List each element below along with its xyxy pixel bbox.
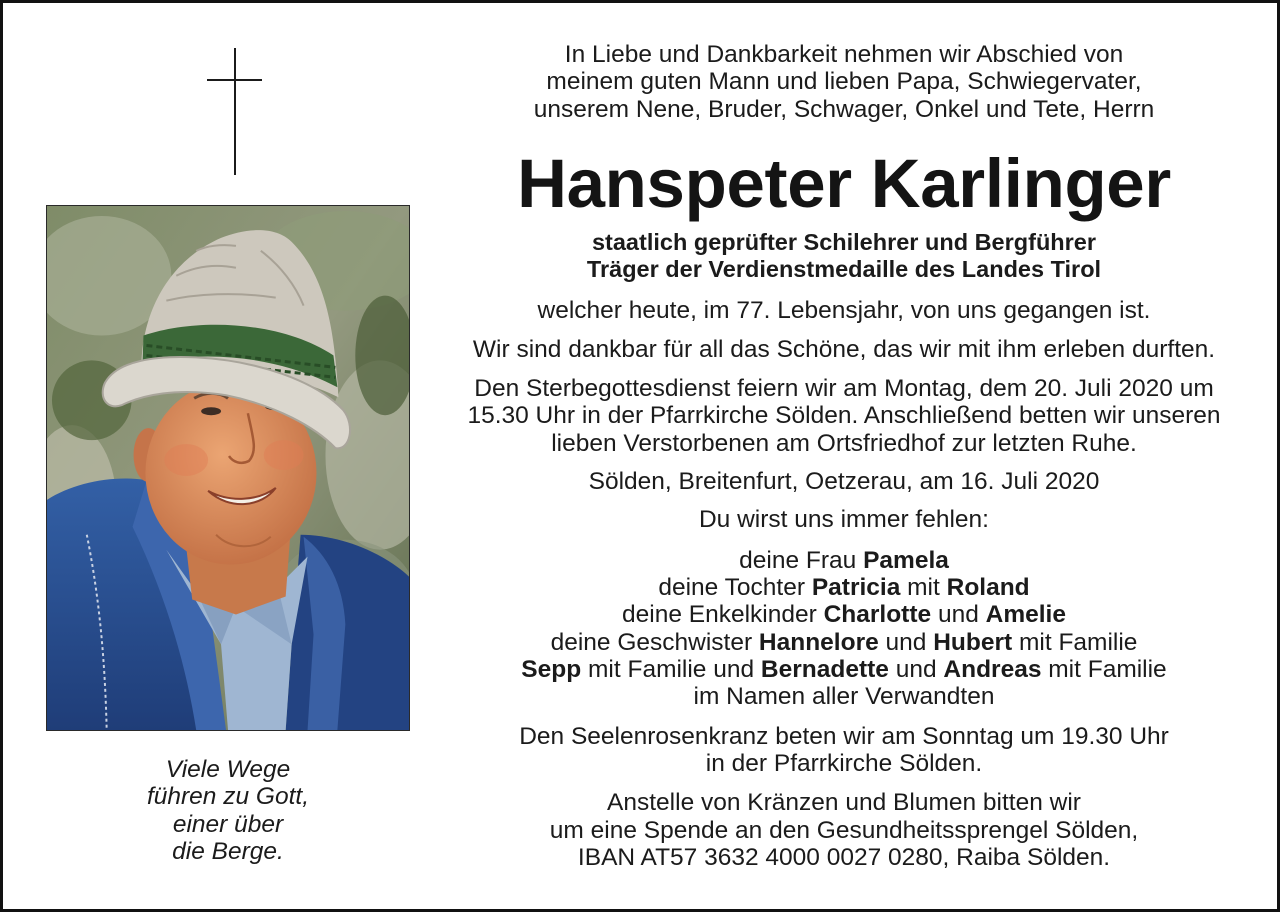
- caption-line: Viele Wege: [165, 756, 291, 783]
- mourner-text: und: [878, 628, 934, 656]
- donation-line: Anstelle von Kränzen und Blumen bitten wir: [607, 789, 1081, 816]
- donation-text: [440, 789, 1248, 872]
- mourner-name: Amelie: [985, 601, 1066, 629]
- mourner-line: [440, 629, 1248, 656]
- mourner-text: mit Familie: [1012, 628, 1138, 656]
- cross-vertical-bar: [234, 48, 236, 175]
- mourner-text: deine Frau: [739, 547, 864, 574]
- mourner-text: deine Tochter: [658, 574, 812, 602]
- mourner-text: mit Familie: [1041, 655, 1167, 683]
- mourner-name: Bernadette: [760, 655, 889, 683]
- title-line: Träger der Verdienstmedaille des Landes Tirol: [586, 256, 1102, 282]
- intro-line: meinem guten Mann und lieben Papa, Schwiegervater,: [546, 68, 1142, 96]
- mourner-name: Patricia: [811, 574, 901, 602]
- rosary-line: Den Seelenrosenkranz beten wir am Sonntag um 19.30 Uhr: [519, 723, 1169, 750]
- deceased-titles: [440, 229, 1248, 283]
- mourner-text: und: [931, 601, 986, 629]
- funeral-line: lieben Verstorbenen am Ortsfriedhof zur letzten Ruhe.: [551, 429, 1137, 457]
- mourner-text: im Namen aller Verwandten: [693, 683, 995, 711]
- funeral-line: Den Sterbegottesdienst feiern wir am Montag, dem 20. Juli 2020 um: [474, 375, 1214, 402]
- donation-line: IBAN AT57 3632 4000 0027 0280, Raiba Sölden.: [577, 844, 1111, 871]
- mourner-text: deine Enkelkinder: [622, 601, 824, 629]
- mourner-line: [440, 574, 1248, 601]
- funeral-line: 15.30 Uhr in der Pfarrkirche Sölden. Anschließend betten wir unseren: [467, 402, 1221, 430]
- mourner-name: Andreas: [943, 655, 1042, 683]
- mourner-text: mit: [900, 574, 947, 602]
- left-eye: [201, 407, 221, 415]
- mourner-text: deine Geschwister: [550, 628, 759, 656]
- portrait-image: [47, 206, 409, 730]
- rosary-line: in der Pfarrkirche Sölden.: [705, 750, 983, 778]
- mourner-text: und: [888, 655, 944, 683]
- mourner-name: Charlotte: [823, 601, 932, 629]
- title-line: staatlich geprüfter Schilehrer und Bergführer: [591, 229, 1097, 255]
- intro-line: unserem Nene, Bruder, Schwager, Onkel und Tete, Herrn: [533, 95, 1155, 123]
- caption-line: führen zu Gott,: [146, 783, 310, 811]
- missing-text: Du wirst uns immer fehlen:: [698, 506, 989, 533]
- intro-text: [440, 41, 1248, 123]
- caption-line: die Berge.: [172, 837, 284, 865]
- mourner-name: Roland: [946, 574, 1030, 602]
- passing-text: welcher heute, im 77. Lebensjahr, von uns gegangen ist.: [537, 297, 1151, 324]
- funeral-service-text: [440, 375, 1248, 457]
- mourner-line: [440, 656, 1248, 683]
- donation-line: um eine Spende an den Gesundheitssprengel Sölden,: [549, 816, 1139, 844]
- mourner-line: [440, 683, 1248, 710]
- place-date: Sölden, Breitenfurt, Oetzerau, am 16. Juli 2020: [588, 468, 1100, 495]
- caption-line: einer über: [172, 810, 284, 838]
- mourner-name: Hubert: [933, 628, 1013, 656]
- mourner-name: Hannelore: [758, 628, 879, 656]
- photo-caption: [46, 756, 410, 865]
- cross-horizontal-bar: [207, 79, 262, 81]
- mourner-text: mit Familie und: [581, 655, 761, 683]
- rosary-text: [440, 723, 1248, 778]
- mourner-name: Pamela: [863, 547, 949, 574]
- mourner-line: [440, 601, 1248, 628]
- intro-line: In Liebe und Dankbarkeit nehmen wir Abschied von: [564, 41, 1124, 68]
- deceased-name: Hanspeter Karlinger: [517, 145, 1171, 222]
- portrait-photo: [46, 205, 410, 731]
- mourner-name: Sepp: [521, 655, 582, 683]
- gratitude-text: Wir sind dankbar für all das Schöne, das wir mit ihm erleben durften.: [472, 336, 1216, 363]
- mourners-list: [440, 547, 1248, 710]
- mourner-line: [440, 547, 1248, 574]
